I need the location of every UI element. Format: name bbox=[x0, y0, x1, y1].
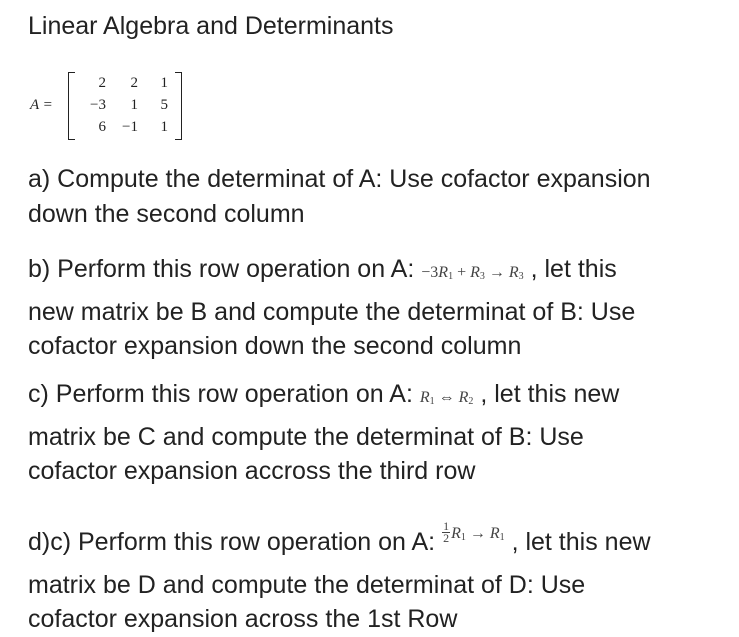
question-a-line2: down the second column bbox=[28, 199, 305, 228]
question-d-suffix: , let this new bbox=[504, 528, 651, 556]
matrix-label: A = bbox=[30, 97, 53, 113]
question-b bbox=[28, 252, 733, 364]
question-b-line1 bbox=[28, 252, 733, 295]
matrix-grid bbox=[76, 72, 176, 138]
matrix-right-bracket bbox=[175, 72, 182, 140]
question-b-line2: new matrix be B and compute the determinat of B: Use bbox=[28, 297, 636, 326]
question-c-prefix: c) Perform this row operation on A: bbox=[28, 380, 420, 408]
matrix-cell: 2 bbox=[130, 75, 138, 91]
row-operation-d: 1 2 R1 → R1 bbox=[443, 519, 505, 545]
question-d-line1 bbox=[28, 519, 733, 568]
matrix-cell: 5 bbox=[160, 97, 168, 113]
row-operation-b: $-3R_1 + R_3 \to R_3$ bbox=[421, 264, 524, 282]
matrix-cell: 1 bbox=[160, 119, 168, 135]
matrix-cell: 1 bbox=[160, 75, 168, 91]
question-b-prefix: b) Perform this row operation on A: bbox=[28, 255, 422, 283]
matrix-cell: 6 bbox=[98, 119, 106, 135]
matrix-left-bracket bbox=[68, 72, 75, 140]
question-c-line2: matrix be C and compute the determinat of B: Use bbox=[28, 422, 584, 451]
question-d-line2: matrix be D and compute the determinat of D: Use bbox=[28, 570, 586, 599]
question-a bbox=[28, 162, 733, 231]
question-c-suffix: , let this new bbox=[473, 380, 620, 408]
question-b-suffix: , let this bbox=[523, 255, 617, 283]
question-d bbox=[28, 519, 733, 637]
question-d-line3: cofactor expansion across the 1st Row bbox=[28, 605, 458, 633]
row-operation-c: $R_1$ ⇔ $R_2$ bbox=[419, 389, 474, 407]
question-d-prefix: d)c) Perform this row operation on A: bbox=[28, 528, 443, 556]
question-a-line1: a) Compute the determinat of A: Use cofactor expansion bbox=[28, 165, 651, 193]
question-c-line3: cofactor expansion accross the third row bbox=[28, 457, 476, 485]
matrix-cell: −3 bbox=[90, 97, 106, 113]
question-c bbox=[28, 377, 733, 489]
matrix-cell: 2 bbox=[98, 75, 106, 91]
question-c-line1 bbox=[28, 377, 733, 420]
page-title: Linear Algebra and Determinants bbox=[28, 12, 394, 40]
matrix-cell: −1 bbox=[122, 119, 138, 135]
matrix-cell: 1 bbox=[130, 97, 138, 113]
question-b-line3: cofactor expansion down the second column bbox=[28, 332, 522, 360]
fraction-one-half: $\frac{1}{2}$ bbox=[443, 519, 450, 545]
